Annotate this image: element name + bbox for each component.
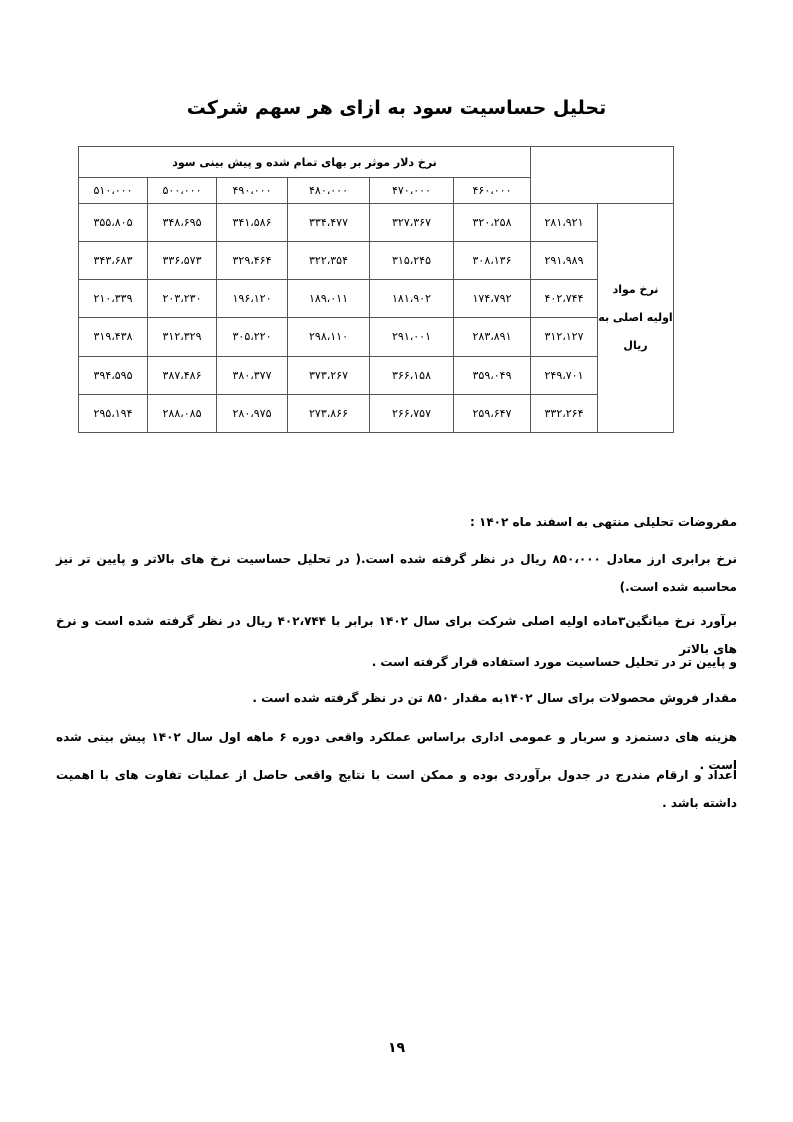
eps-cell: ۳۵۵،۸۰۵ xyxy=(79,204,148,242)
eps-cell: ۳۲۹،۴۶۴ xyxy=(217,242,288,280)
eps-cell: ۳۰۵،۲۲۰ xyxy=(217,318,288,356)
table-row xyxy=(79,318,674,356)
assumption-material-rate: برآورد نرخ میانگین۳ماده اولیه اصلی شرکت برای سال ۱۴۰۲ برابر با ۴۰۲،۷۴۴ ریال در نظر گرفته شده است و نرخ های بالاتر xyxy=(56,614,738,656)
assumption-disclaimer: اعداد و ارقام مندرج در جدول برآوردی بوده و ممکن است با نتایج واقعی حاصل از عملیات تفاوت های با اهمیت داشته باشد . xyxy=(56,768,737,810)
material-price-cell: ۳۳۲،۲۶۴ xyxy=(531,394,598,432)
table-header-title: نرخ دلار موثر بر بهای تمام شده و پیش بینی سود xyxy=(79,147,531,178)
table-row xyxy=(79,280,674,318)
eps-cell: ۳۲۷،۳۶۷ xyxy=(370,204,454,242)
eps-cell: ۳۸۷،۴۸۶ xyxy=(148,356,217,394)
eps-cell: ۳۲۲،۳۵۴ xyxy=(288,242,370,280)
table-row xyxy=(79,356,674,394)
eps-cell: ۳۲۰،۲۵۸ xyxy=(454,204,531,242)
eps-cell: ۳۵۹،۰۴۹ xyxy=(454,356,531,394)
rate-header: ۴۷۰،۰۰۰ xyxy=(370,178,454,204)
eps-cell: ۳۴۳،۶۸۳ xyxy=(79,242,148,280)
eps-cell: ۱۸۱،۹۰۲ xyxy=(370,280,454,318)
sensitivity-table xyxy=(78,146,674,433)
eps-cell: ۳۴۱،۵۸۶ xyxy=(217,204,288,242)
assumption-material-rate-cont: و پایین تر در تحلیل حساسیت مورد استفاده قرار گرفته است . xyxy=(371,655,737,669)
eps-cell: ۲۸۰،۹۷۵ xyxy=(217,394,288,432)
eps-cell: ۱۷۴،۷۹۲ xyxy=(454,280,531,318)
eps-cell: ۲۸۸،۰۸۵ xyxy=(148,394,217,432)
eps-cell: ۳۱۹،۴۳۸ xyxy=(79,318,148,356)
assumption-overhead: هزینه های دستمزد و سربار و عمومی اداری براساس عملکرد واقعی دوره ۶ ماهه اول سال ۱۴۰۲ پیش بینی شده است . xyxy=(56,730,737,772)
table-row xyxy=(79,394,674,432)
eps-cell: ۱۹۶،۱۲۰ xyxy=(217,280,288,318)
eps-cell: ۳۱۵،۲۴۵ xyxy=(370,242,454,280)
page-title: تحلیل حساسیت سود به ازای هر سهم شرکت xyxy=(186,97,607,119)
eps-cell: ۳۷۳،۲۶۷ xyxy=(288,356,370,394)
eps-cell: ۳۴۸،۶۹۵ xyxy=(148,204,217,242)
row-group-label: نرخ مواد اولیه اصلی به ریال xyxy=(598,204,674,433)
rate-header: ۴۶۰،۰۰۰ xyxy=(454,178,531,204)
eps-cell: ۲۱۰،۳۳۹ xyxy=(79,280,148,318)
corner-cell xyxy=(531,147,674,204)
eps-cell: ۳۳۶،۵۷۳ xyxy=(148,242,217,280)
assumption-sales-volume: مقدار فروش محصولات برای سال ۱۴۰۲به مقدار ۸۵۰ تن در نظر گرفته شده است . xyxy=(252,691,737,705)
eps-cell: ۳۶۶،۱۵۸ xyxy=(370,356,454,394)
eps-cell: ۳۹۴،۵۹۵ xyxy=(79,356,148,394)
eps-cell: ۳۱۲،۳۲۹ xyxy=(148,318,217,356)
eps-cell: ۲۹۵،۱۹۴ xyxy=(79,394,148,432)
eps-cell: ۳۳۴،۴۷۷ xyxy=(288,204,370,242)
assumption-fx-rate: نرخ برابری ارز معادل ۸۵۰،۰۰۰ ریال در نظر گرفته شده است.( در تحلیل حساسیت نرخ های بالاتر و پایین تر نیز محاسبه شده است.) xyxy=(56,552,737,594)
eps-cell: ۲۹۱،۰۰۱ xyxy=(370,318,454,356)
rate-header: ۵۰۰،۰۰۰ xyxy=(148,178,217,204)
eps-cell: ۲۰۳،۲۳۰ xyxy=(148,280,217,318)
eps-cell: ۲۹۸،۱۱۰ xyxy=(288,318,370,356)
eps-cell: ۲۷۳،۸۶۶ xyxy=(288,394,370,432)
material-price-cell: ۳۱۲،۱۲۷ xyxy=(531,318,598,356)
eps-cell: ۲۵۹،۶۴۷ xyxy=(454,394,531,432)
eps-cell: ۱۸۹،۰۱۱ xyxy=(288,280,370,318)
rate-header: ۴۹۰،۰۰۰ xyxy=(217,178,288,204)
material-price-cell: ۲۸۱،۹۲۱ xyxy=(531,204,598,242)
eps-cell: ۲۶۶،۷۵۷ xyxy=(370,394,454,432)
eps-cell: ۳۰۸،۱۳۶ xyxy=(454,242,531,280)
assumptions-heading: مفروضات تحلیلی منتهی به اسفند ماه ۱۴۰۲ : xyxy=(470,515,737,529)
table-row xyxy=(79,204,674,242)
rate-header: ۴۸۰،۰۰۰ xyxy=(288,178,370,204)
material-price-cell: ۲۴۹،۷۰۱ xyxy=(531,356,598,394)
eps-cell: ۲۸۳،۸۹۱ xyxy=(454,318,531,356)
page-number: ۱۹ xyxy=(387,1040,406,1056)
material-price-cell: ۲۹۱،۹۸۹ xyxy=(531,242,598,280)
eps-cell: ۳۸۰،۳۷۷ xyxy=(217,356,288,394)
table-row xyxy=(79,242,674,280)
material-price-cell: ۴۰۲،۷۴۴ xyxy=(531,280,598,318)
rate-header: ۵۱۰،۰۰۰ xyxy=(79,178,148,204)
